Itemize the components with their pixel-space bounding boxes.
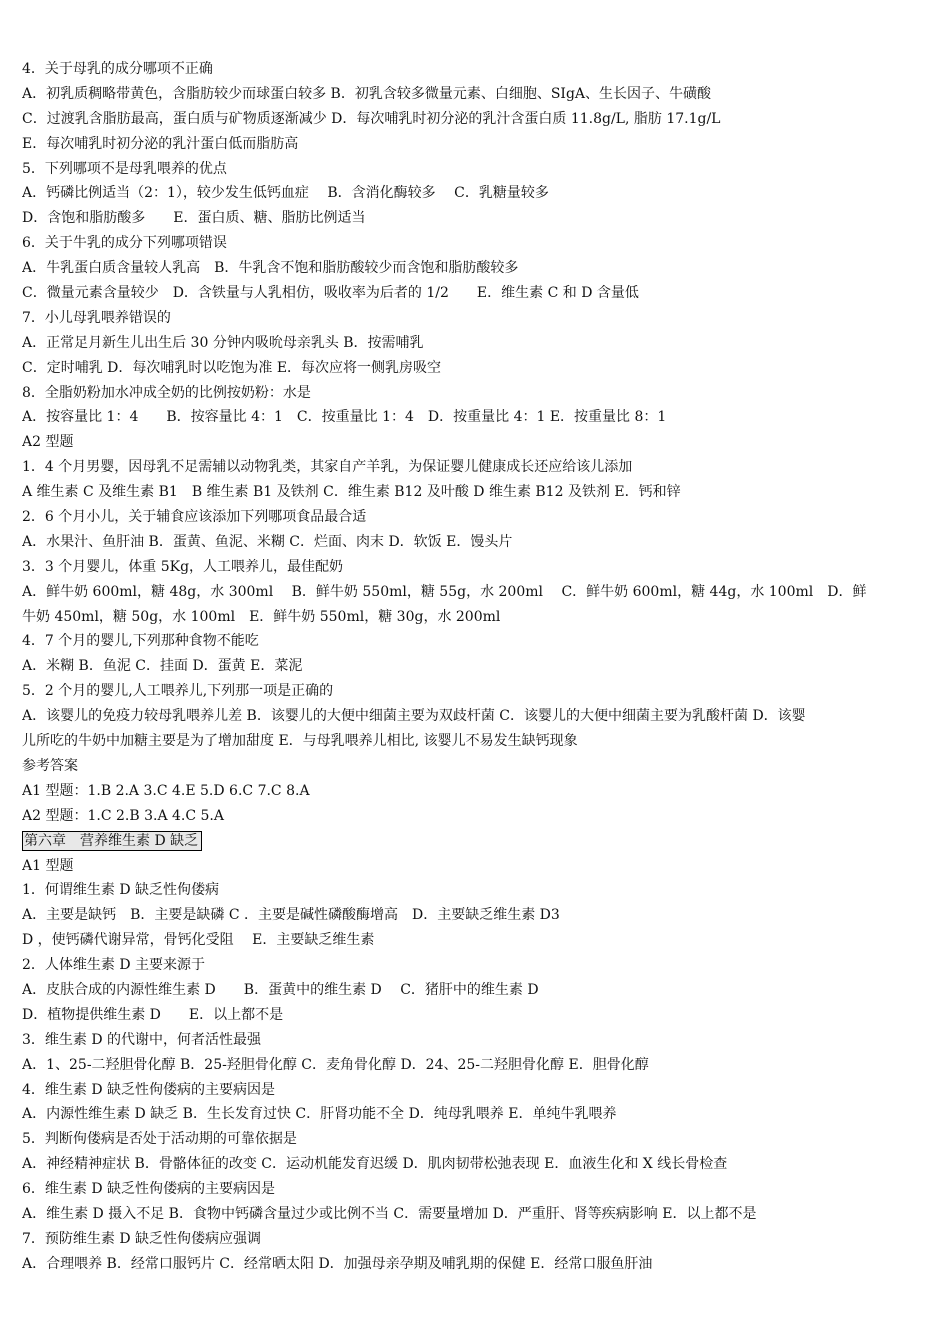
vd-question-3-stem: 3．维生素 D 的代谢中，何者活性最强 <box>22 1031 262 1048</box>
a2-question-3-options-line1: A．鲜牛奶 600ml，糖 48g，水 300ml B．鲜牛奶 550ml，糖 55g，水 200ml C．鲜牛奶 600ml，糖 44g，水 100ml D．鲜 <box>22 583 867 600</box>
chapter-heading-row <box>22 829 910 854</box>
question-4-stem: 4．关于母乳的成分哪项不正确 <box>22 61 213 77</box>
question-4-option-e: E．每次哺乳时初分泌的乳汁蛋白低而脂肪高 <box>22 135 299 152</box>
question-7-stem: 7．小儿母乳喂养错误的 <box>22 309 171 326</box>
vd-question-2-options-line1: A．皮肤合成的内源性维生素 D B．蛋黄中的维生素 D C．猪肝中的维生素 D <box>22 981 539 998</box>
question-7-options-cde: C．定时哺乳 D．每次哺乳时以吃饱为准 E．每次应将一侧乳房吸空 <box>22 359 442 376</box>
question-8-stem: 8．全脂奶粉加水冲成全奶的比例按奶粉：水是 <box>22 384 311 401</box>
answer-key-a2: A2 型题：1.C 2.B 3.A 4.C 5.A <box>22 807 224 824</box>
question-6-stem: 6．关于牛乳的成分下列哪项错误 <box>22 235 227 252</box>
question-6-options-ab: A．牛乳蛋白质含量较人乳高 B．牛乳含不饱和脂肪酸较少而含饱和脂肪酸较多 <box>22 260 519 277</box>
a2-question-5-stem: 5．2 个月的婴儿,人工喂养儿,下列那一项是正确的 <box>22 683 334 700</box>
vd-question-4-options: A．内源性维生素 D 缺乏 B．生长发育过快 C．肝肾功能不全 D．纯母乳喂养 E．单纯牛乳喂养 <box>22 1106 617 1123</box>
vd-question-4-stem: 4．维生素 D 缺乏性佝偻病的主要病因是 <box>22 1081 276 1098</box>
question-5-stem: 5．下列哪项不是母乳喂养的优点 <box>22 160 227 177</box>
answer-key-heading: 参考答案 <box>22 757 78 774</box>
question-5-options-de: D．含饱和脂肪酸多 E．蛋白质、糖、脂肪比例适当 <box>22 210 366 227</box>
vd-question-5-options: A．神经精神症状 B．骨骼体征的改变 C．运动机能发育迟缓 D．肌肉韧带松弛表现 E．血液生化和 X 线长骨检查 <box>22 1156 728 1173</box>
a2-question-2-stem: 2．6 个月小儿，关于辅食应该添加下列哪项食品最合适 <box>22 509 367 526</box>
a2-question-1-options: A 维生素 C 及维生素 B1 B 维生素 B1 及铁剂 C．维生素 B12 及叶酸 D 维生素 B12 及铁剂 E．钙和锌 <box>22 484 681 501</box>
a2-question-1-stem: 1．4 个月男婴，因母乳不足需辅以动物乳类，其家自产羊乳，为保证婴儿健康成长还应给该儿添加 <box>22 459 633 476</box>
question-4-options-cd: C．过渡乳含脂肪最高，蛋白质与矿物质逐渐减少 D．每次哺乳时初分泌的乳汁含蛋白质 11.8g/L, 脂肪 17.1g/L <box>22 110 721 127</box>
vd-question-6-stem: 6．维生素 D 缺乏性佝偻病的主要病因是 <box>22 1181 276 1198</box>
a2-question-3-options-line2: 牛奶 450ml，糖 50g，水 100ml E．鲜牛奶 550ml，糖 30g，水 200ml <box>22 608 501 625</box>
vd-question-2-options-line2: D．植物提供维生素 D E．以上都不是 <box>22 1006 284 1023</box>
vd-question-3-options: A．1、25-二羟胆骨化醇 B．25-羟胆骨化醇 C．麦角骨化醇 D．24、25-二羟胆骨化醇 E．胆骨化醇 <box>22 1056 649 1073</box>
vd-question-7-options: A．合理喂养 B．经常口服钙片 C．经常晒太阳 D．加强母亲孕期及哺乳期的保健 E．经常口服鱼肝油 <box>22 1255 653 1272</box>
section-heading-a2: A2 型题 <box>22 434 74 451</box>
question-5-options-abc: A．钙磷比例适当（2：1），较少发生低钙血症 B．含消化酶较多 C．乳糖量较多 <box>22 185 549 202</box>
vd-question-2-stem: 2．人体维生素 D 主要来源于 <box>22 957 206 974</box>
a2-question-5-options-line1: A．该婴儿的免疫力较母乳喂养儿差 B．该婴儿的大便中细菌主要为双歧杆菌 C．该婴儿的大便中细菌主要为乳酸杆菌 D．该婴 <box>22 708 806 725</box>
a2-question-4-options: A．米糊 B．鱼泥 C．挂面 D．蛋黄 E．菜泥 <box>22 658 303 675</box>
section-heading-a1: A1 型题 <box>22 857 74 874</box>
question-8-options: A．按容量比 1：4 B．按容量比 4：1 C．按重量比 1：4 D．按重量比 4：1 E．按重量比 8：1 <box>22 409 667 426</box>
a2-question-2-options: A．水果汁、鱼肝油 B．蛋黄、鱼泥、米糊 C．烂面、肉末 D．软饭 E．馒头片 <box>22 533 513 550</box>
a2-question-5-options-line2: 儿所吃的牛奶中加糖主要是为了增加甜度 E．与母乳喂养儿相比, 该婴儿不易发生缺钙现象 <box>22 733 578 750</box>
vd-question-1-options-line2: D ，使钙磷代谢异常，骨钙化受阻 E．主要缺乏维生素 <box>22 932 375 949</box>
question-6-options-cde: C．微量元素含量较少 D．含铁量与人乳相仿，吸收率为后者的 1/2 E．维生素 C 和 D 含量低 <box>22 285 639 302</box>
document-page <box>22 57 910 1277</box>
chapter-title: 第六章 营养维生素 D 缺乏 <box>22 831 202 851</box>
answer-key-a1: A1 型题：1.B 2.A 3.C 4.E 5.D 6.C 7.C 8.A <box>22 782 310 799</box>
question-7-options-ab: A．正常足月新生儿出生后 30 分钟内吸吮母亲乳头 B．按需哺乳 <box>22 334 424 351</box>
vd-question-1-stem: 1．何谓维生素 D 缺乏性佝偻病 <box>22 882 220 899</box>
a2-question-3-stem: 3．3 个月婴儿，体重 5Kg，人工喂养儿，最佳配奶 <box>22 558 344 575</box>
vd-question-5-stem: 5．判断佝偻病是否处于活动期的可靠依据是 <box>22 1131 297 1148</box>
vd-question-7-stem: 7．预防维生素 D 缺乏性佝偻病应强调 <box>22 1230 262 1247</box>
question-4-options-ab: A．初乳质稠略带黄色，含脂肪较少而球蛋白较多 B．初乳含较多微量元素、白细胞、SIgA、生长因子、牛磺酸 <box>22 85 712 102</box>
vd-question-6-options: A．维生素 D 摄入不足 B．食物中钙磷含量过少或比例不当 C．需要量增加 D．严重肝、肾等疾病影响 E．以上都不是 <box>22 1205 757 1222</box>
vd-question-1-options-line1: A．主要是缺钙 B．主要是缺磷 C ．主要是碱性磷酸酶增高 D．主要缺乏维生素 D3 <box>22 907 560 924</box>
a2-question-4-stem: 4．7 个月的婴儿,下列那种食物不能吃 <box>22 633 259 650</box>
